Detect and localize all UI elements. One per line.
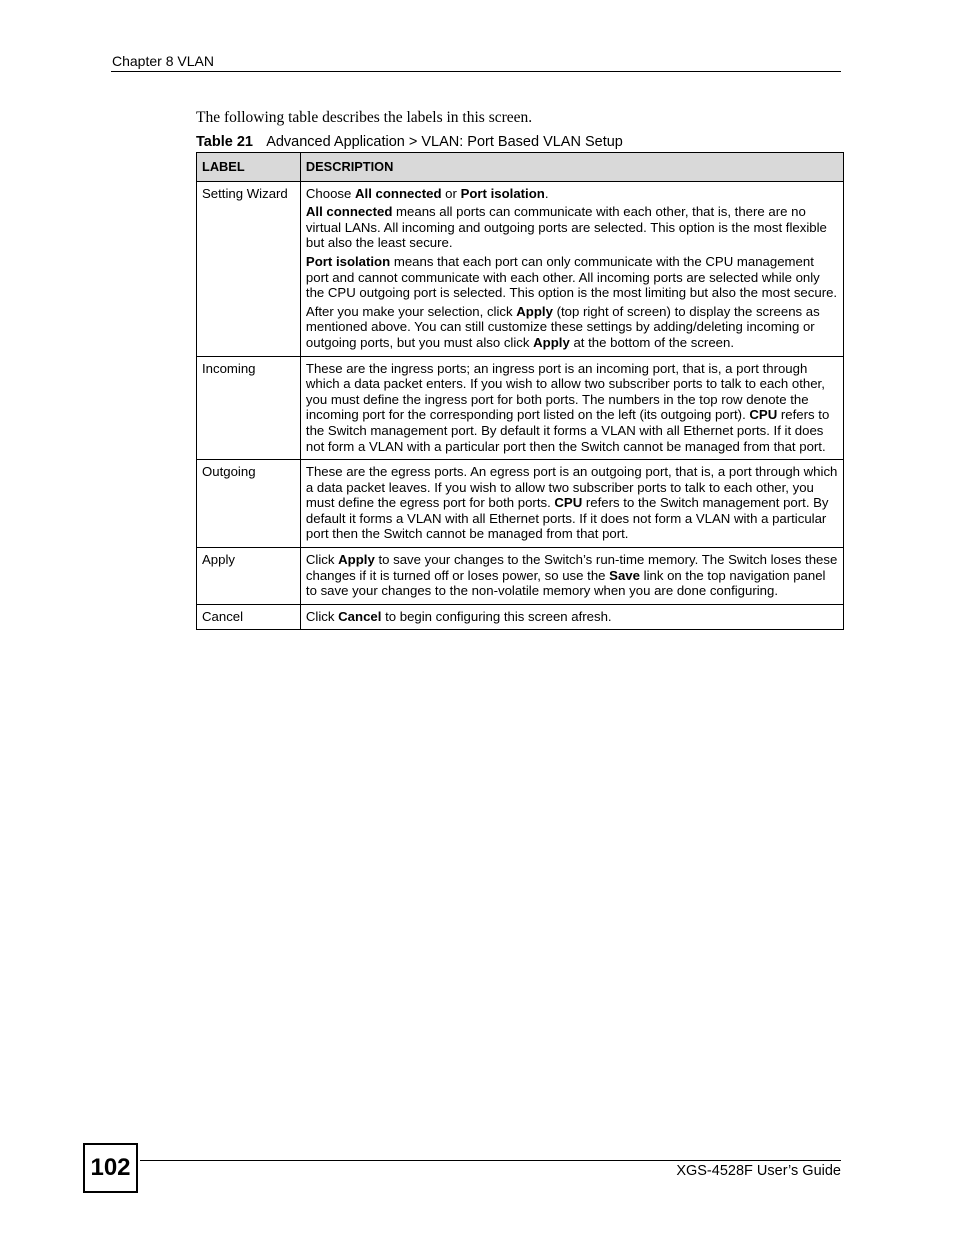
bold-term: Save xyxy=(609,567,640,583)
description-paragraph xyxy=(306,254,838,301)
text-segment: Choose xyxy=(305,185,356,201)
text-segment: means that each port can only communicate with the CPU management port and cannot communicate with each other. All incoming ports are selected while only the CPU outgoing port is selected. This option is the most limiting but also the most secure. xyxy=(305,253,838,301)
description-paragraph xyxy=(306,552,838,599)
table-row xyxy=(197,604,844,630)
intro-paragraph: The following table describes the labels in this screen. xyxy=(196,109,533,126)
text-segment: to begin configuring this screen afresh. xyxy=(381,608,612,624)
row-label: Incoming xyxy=(197,356,301,460)
table-row xyxy=(197,181,844,356)
text-segment: to save your changes to the Switch’s run-time memory. The Switch loses these changes if it is turned off or loses power, so use the xyxy=(305,552,838,583)
bold-term: Port isolation xyxy=(460,185,545,201)
bold-term: All connected xyxy=(355,185,442,201)
text-segment: Click xyxy=(305,608,339,624)
table-body xyxy=(197,181,844,630)
bold-term: CPU xyxy=(554,495,583,511)
text-segment: These are the ingress ports; an ingress port is an incoming port, that is, a port through which a data packet enters. If you wish to allow two subscriber ports to talk to each other, you must define the ingress port for both ports. The numbers in the top row denote the incoming port for the corresponding port listed on the left (its outgoing port). xyxy=(305,360,825,423)
row-label: Cancel xyxy=(197,604,301,630)
table-caption xyxy=(196,133,623,151)
description-column-header: DESCRIPTION xyxy=(300,153,843,182)
bold-term: Apply xyxy=(516,303,553,319)
bold-term: Port isolation xyxy=(305,253,391,269)
table-title: Advanced Application > VLAN: Port Based VLAN Setup xyxy=(266,134,623,150)
bold-term: CPU xyxy=(749,407,778,423)
footer-divider xyxy=(140,1160,841,1161)
label-column-header: LABEL xyxy=(197,153,301,182)
text-segment: . xyxy=(544,185,549,201)
row-label: Setting Wizard xyxy=(197,181,301,356)
chapter-header: Chapter 8 VLAN xyxy=(112,53,214,69)
description-paragraph xyxy=(306,609,838,625)
guide-title: XGS-4528F User’s Guide xyxy=(676,1163,841,1179)
text-segment: or xyxy=(441,185,461,201)
header-divider xyxy=(111,71,841,72)
description-paragraph xyxy=(306,464,838,542)
description-paragraph xyxy=(306,204,838,251)
text-segment: These are the egress ports. An egress port is an outgoing port, that is, a port through which a data packet leaves. If you wish to allow two subscriber ports to talk to each other, you must define the egress port for both ports. xyxy=(305,464,838,511)
row-description xyxy=(300,604,843,630)
description-paragraph xyxy=(306,361,838,455)
description-paragraph xyxy=(306,304,838,351)
row-label: Apply xyxy=(197,548,301,605)
bold-term: Apply xyxy=(533,334,570,350)
row-description xyxy=(300,356,843,460)
bold-term: All connected xyxy=(305,204,393,220)
row-description xyxy=(300,460,843,548)
table-row xyxy=(197,548,844,605)
table-number: Table 21 xyxy=(196,134,253,150)
table-row xyxy=(197,460,844,548)
text-segment: refers to the Switch management port. By default it forms a VLAN with all Ethernet ports. If it does not form a VLAN with a particular port then the Switch cannot be managed from that port. xyxy=(305,495,829,542)
bold-term: Apply xyxy=(338,552,375,568)
table-header-row xyxy=(197,153,844,182)
text-segment: means all ports can communicate with each other, that is, there are no virtual LANs. All incoming and outgoing ports are selected. This option is the most flexible but also the least secure. xyxy=(305,204,827,251)
row-description xyxy=(300,181,843,356)
text-segment: Click xyxy=(305,552,339,568)
table-row xyxy=(197,356,844,460)
text-segment: After you make your selection, click xyxy=(305,303,517,319)
text-segment: link on the top navigation panel to save your changes to the non-volatile memory when you are done configuring. xyxy=(305,567,826,599)
page-number: 102 xyxy=(83,1143,138,1193)
text-segment: (top right of screen) to display the screens as mentioned above. You can still customize these settings by adding/deleting incoming or outgoing ports, but you must also click xyxy=(305,303,820,350)
row-description xyxy=(300,548,843,605)
bold-term: Cancel xyxy=(338,608,382,624)
text-segment: refers to the Switch management port. By default it forms a VLAN with all Ethernet ports. If it does not form a VLAN with a particular port then the Switch cannot be managed from that port. xyxy=(305,407,830,454)
text-segment: at the bottom of the screen. xyxy=(569,334,734,350)
description-paragraph xyxy=(306,186,838,202)
description-table xyxy=(196,152,844,630)
row-label: Outgoing xyxy=(197,460,301,548)
